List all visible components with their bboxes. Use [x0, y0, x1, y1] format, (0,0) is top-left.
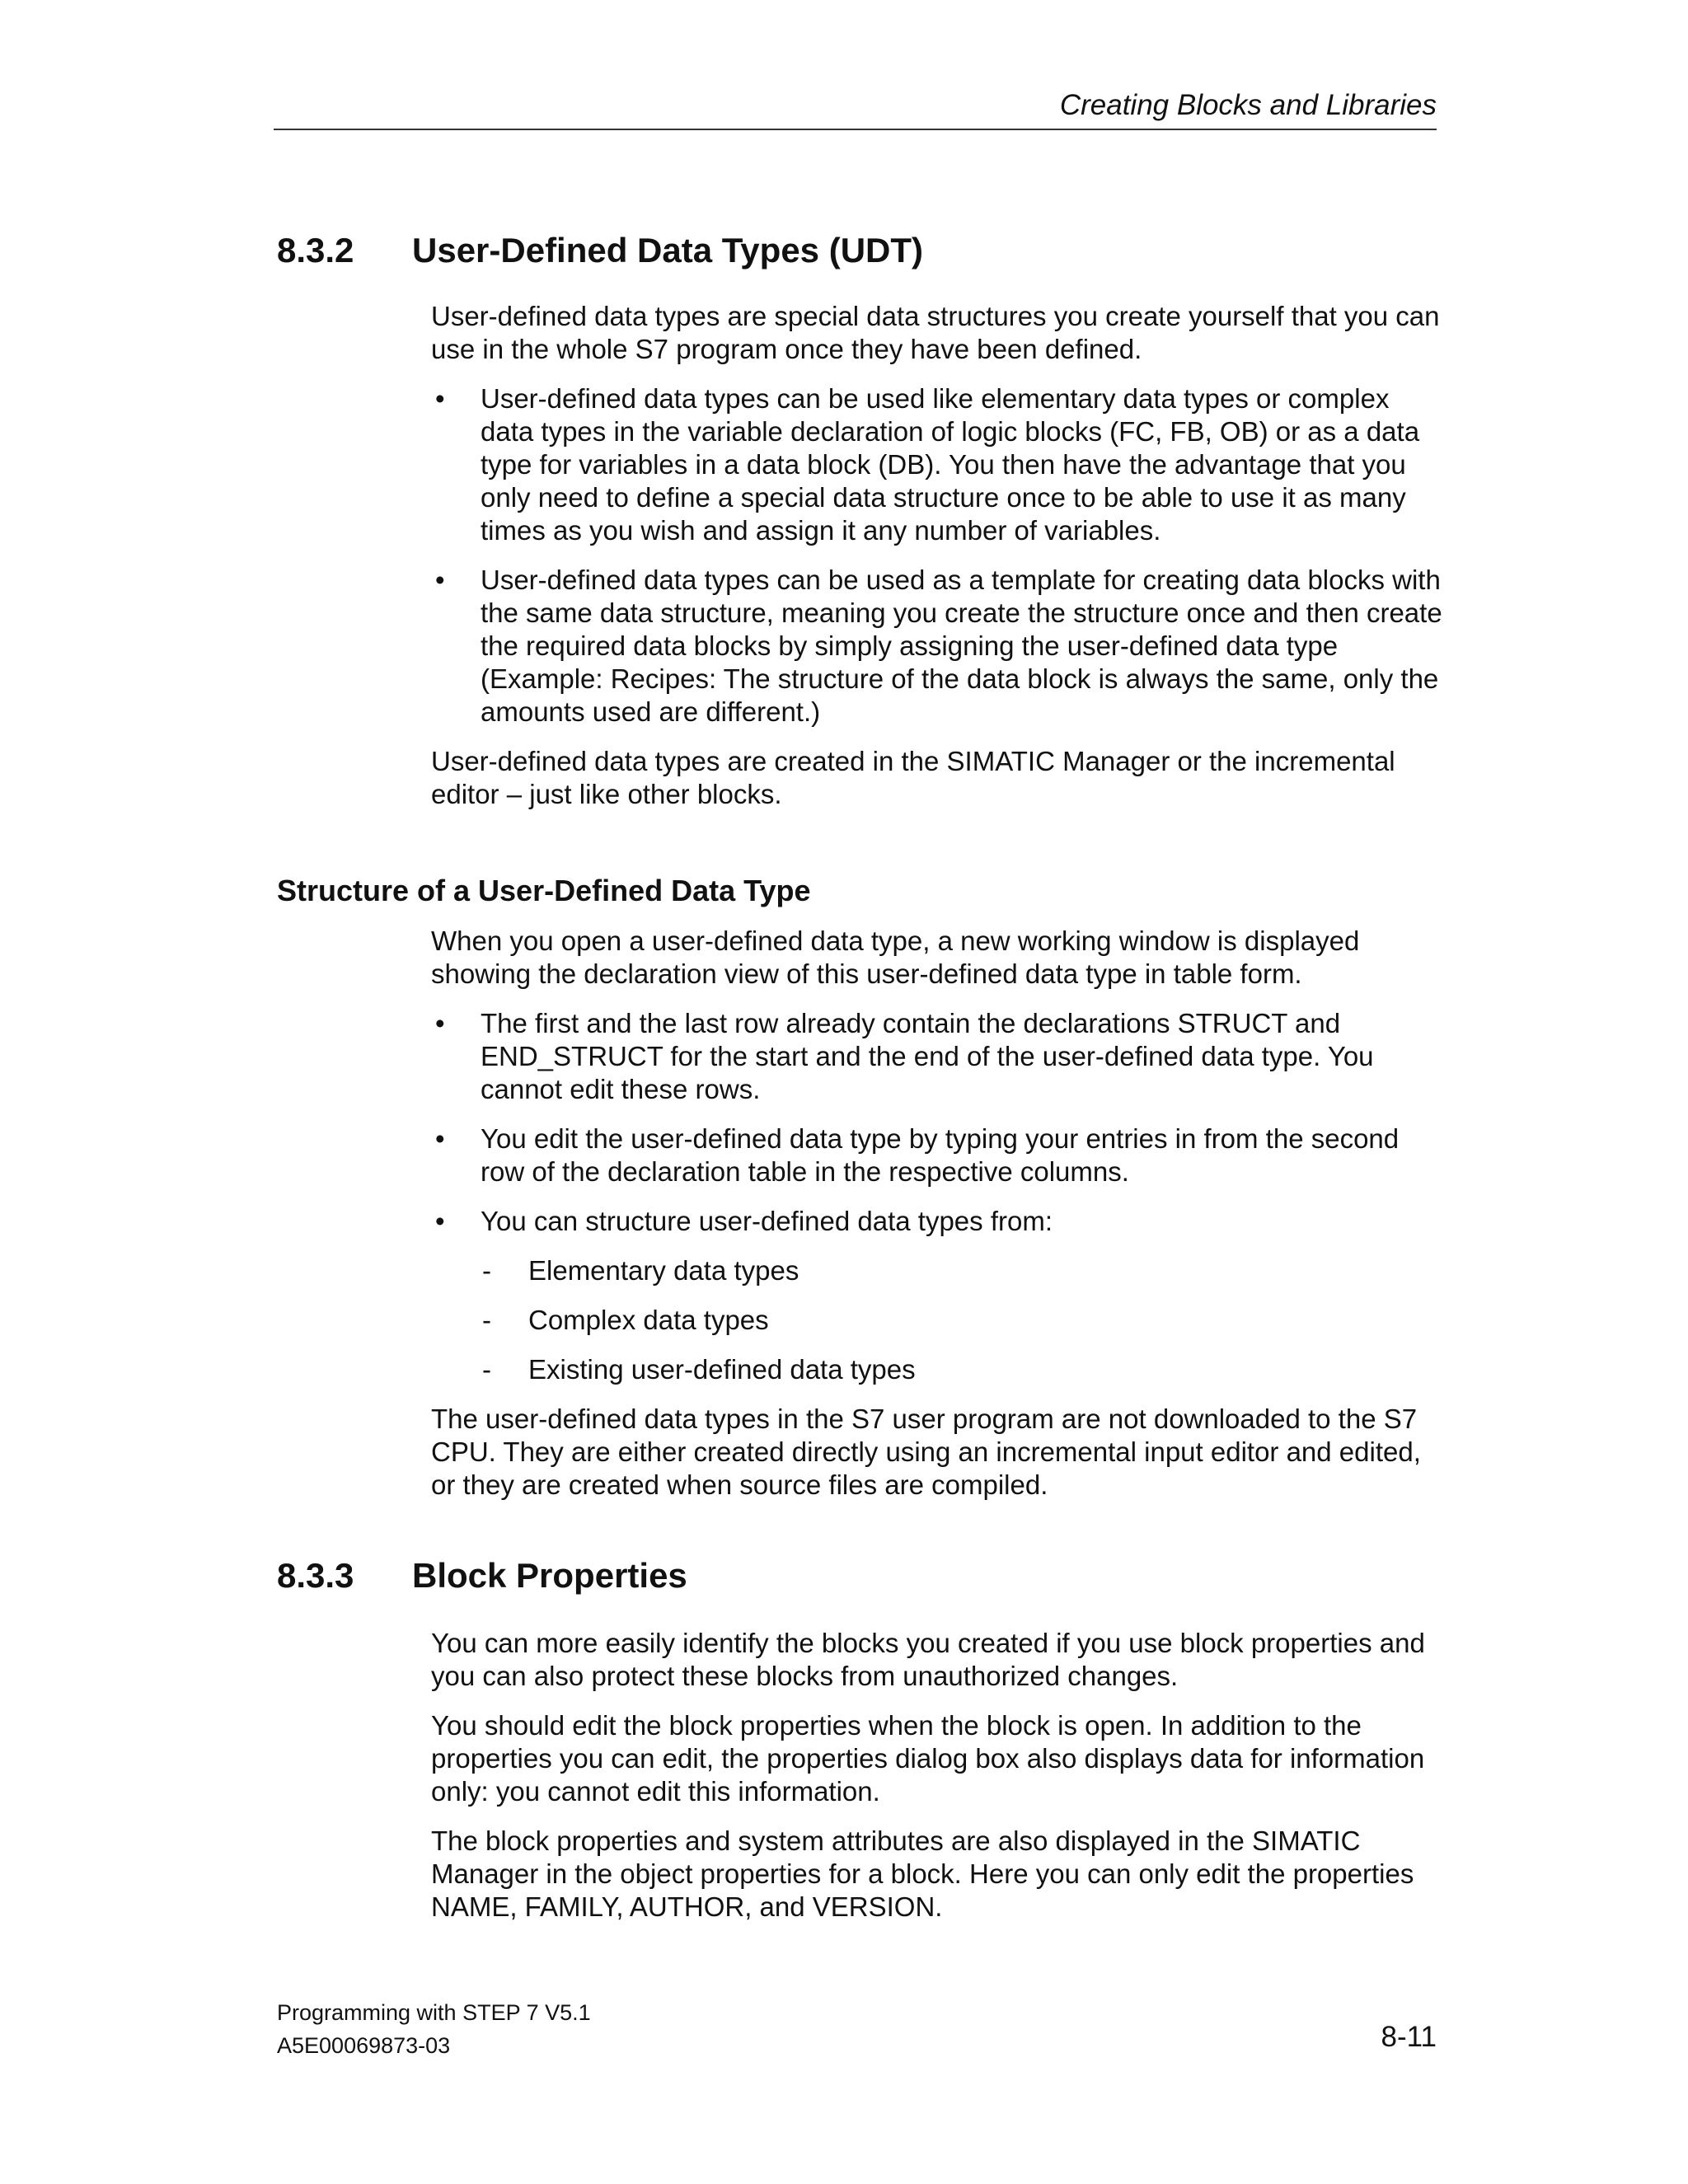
sub-list-item	[431, 1304, 1445, 1337]
list-item	[431, 564, 1445, 729]
section-body-833	[431, 1627, 1445, 1940]
manual-title: Programming with STEP 7 V5.1	[277, 2000, 591, 2025]
bullet-icon: •	[435, 1206, 445, 1236]
paragraph: User-defined data types are special data structures you create yourself that you can use in the whole S7 program once they have been defined.	[431, 301, 1440, 364]
dash-list	[431, 1254, 1445, 1386]
list-item-text: User-defined data types can be used as a template for creating data blocks with the same data structure, meaning you create the structure once and then create the required data blocks by simply assigning the user-defined data type (Example: Recipes: The structure of the data block is always the same, only the amounts used are different.)	[481, 565, 1442, 727]
bullet-icon: •	[435, 1008, 445, 1038]
list-item-text: User-defined data types can be used like elementary data types or complex data types in the variable declaration of logic blocks (FC, FB, OB) or as a data type for variables in a data block (DB). You then have the advantage that you only need to define a special data structure once to be able to use it as many times as you wish and assign it any number of variables.	[481, 383, 1420, 546]
list-item	[431, 1122, 1445, 1188]
section-body-832	[431, 300, 1445, 827]
header-rule	[274, 129, 1437, 130]
page-number: 8-11	[1381, 2021, 1437, 2053]
bullet-icon: •	[435, 1123, 445, 1154]
list-item-text: The first and the last row already contain the declarations STRUCT and END_STRUCT for the start and the end of the user-defined data type. You cannot edit these rows.	[481, 1008, 1374, 1104]
paragraph: When you open a user-defined data type, a new working window is displayed showing the declaration view of this user-defined data type in table form.	[431, 926, 1360, 989]
running-header: Creating Blocks and Libraries	[1059, 89, 1437, 121]
paragraph: You should edit the block properties when the block is open. In addition to the properties you can edit, the properties dialog box also displays data for information only: you cannot edit this information.	[431, 1710, 1425, 1807]
dash-icon: -	[482, 1305, 491, 1335]
paragraph: The block properties and system attributes are also displayed in the SIMATIC Manager in the object properties for a block. Here you can only edit the properties NAME, FAMILY, AUTHOR, and VERSION.	[431, 1825, 1414, 1922]
dash-icon: -	[482, 1354, 491, 1385]
bullet-list	[431, 1007, 1445, 1238]
section-number: 8.3.3	[277, 1556, 354, 1595]
dash-icon: -	[482, 1255, 491, 1286]
bullet-icon: •	[435, 565, 445, 595]
section-number: 8.3.2	[277, 231, 354, 269]
subsection-body	[431, 925, 1445, 1518]
list-item-text: You edit the user-defined data type by typing your entries in from the second row of the declaration table in the respective columns.	[481, 1123, 1400, 1187]
sub-list-item-text: Elementary data types	[528, 1255, 799, 1286]
sub-list-item	[431, 1254, 1445, 1287]
list-item	[431, 1205, 1445, 1238]
paragraph: User-defined data types are created in the SIMATIC Manager or the incremental editor – just like other blocks.	[431, 746, 1395, 809]
sub-list-item-text: Existing user-defined data types	[528, 1354, 916, 1385]
section-title: Block Properties	[412, 1556, 687, 1595]
list-item	[431, 1007, 1445, 1106]
section-title: User-Defined Data Types (UDT)	[412, 231, 923, 269]
paragraph: You can more easily identify the blocks you created if you use block properties and you can also protect these blocks from unauthorized changes.	[431, 1628, 1425, 1691]
sub-list-item	[431, 1353, 1445, 1386]
subsection-heading: Structure of a User-Defined Data Type	[277, 874, 811, 907]
sub-list-item-text: Complex data types	[528, 1305, 769, 1335]
footer-left	[277, 1996, 591, 2062]
bullet-list	[431, 382, 1445, 729]
list-item-text: You can structure user-defined data types from:	[481, 1206, 1053, 1236]
paragraph: The user-defined data types in the S7 user program are not downloaded to the S7 CPU. They are either created directly using an incremental input editor and edited, or they are created when source files are compiled.	[431, 1404, 1421, 1500]
list-item	[431, 382, 1445, 547]
bullet-icon: •	[435, 383, 445, 414]
document-number: A5E00069873-03	[277, 2033, 451, 2058]
